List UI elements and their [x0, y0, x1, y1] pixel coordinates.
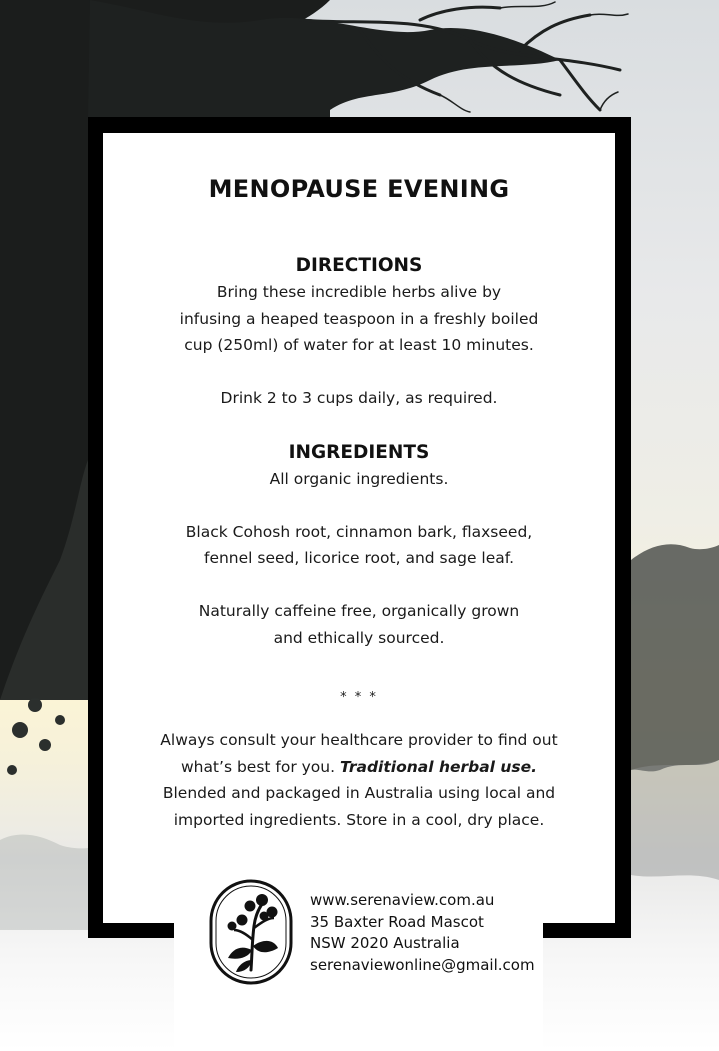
- ingredients-list-line-1: Black Cohosh root, cinnamon bark, flaxseed,: [185, 522, 533, 541]
- product-title: MENOPAUSE EVENING: [208, 175, 510, 203]
- separator: * * *: [340, 690, 378, 705]
- ingredients-heading: INGREDIENTS: [288, 441, 430, 463]
- berry-branch-icon: [208, 878, 294, 986]
- street-address: 35 Baxter Road Mascot: [310, 912, 484, 931]
- directions-line-3: cup (250ml) of water for at least 10 minutes.: [184, 336, 534, 354]
- label-content: [103, 133, 615, 833]
- sourcing-line-2: and ethically sourced.: [273, 628, 445, 647]
- notice-line-3: Blended and packaged in Australia using local and: [162, 784, 556, 802]
- notice-line-2: [103, 754, 615, 781]
- region-address: NSW 2020 Australia: [310, 934, 460, 952]
- notice-block: [103, 727, 615, 833]
- traditional-use-emphasis: Traditional herbal use.: [339, 757, 538, 776]
- directions-line-2: infusing a heaped teaspoon in a freshly boiled: [179, 309, 539, 328]
- sourcing-line-1: Naturally caffeine free, organically grown: [198, 602, 520, 620]
- website-link[interactable]: www.serenaview.com.au: [310, 891, 495, 909]
- directions-line-1: Bring these incredible herbs alive by: [216, 283, 502, 301]
- notice-line-2-text: what’s best for you.: [180, 757, 340, 776]
- ingredients-note: All organic ingredients.: [269, 469, 449, 488]
- contact-block: [310, 890, 570, 976]
- ingredients-list-line-2: fennel seed, licorice root, and sage leaf.: [203, 549, 515, 567]
- email-link[interactable]: serenaviewonline@gmail.com: [310, 955, 535, 974]
- notice-line-4: imported ingredients. Store in a cool, dry place.: [173, 810, 545, 829]
- notice-line-1: Always consult your healthcare provider to find out: [160, 731, 558, 749]
- directions-heading: DIRECTIONS: [295, 255, 423, 276]
- brand-logo: [208, 878, 294, 986]
- dosage-text: Drink 2 to 3 cups daily, as required.: [220, 389, 498, 407]
